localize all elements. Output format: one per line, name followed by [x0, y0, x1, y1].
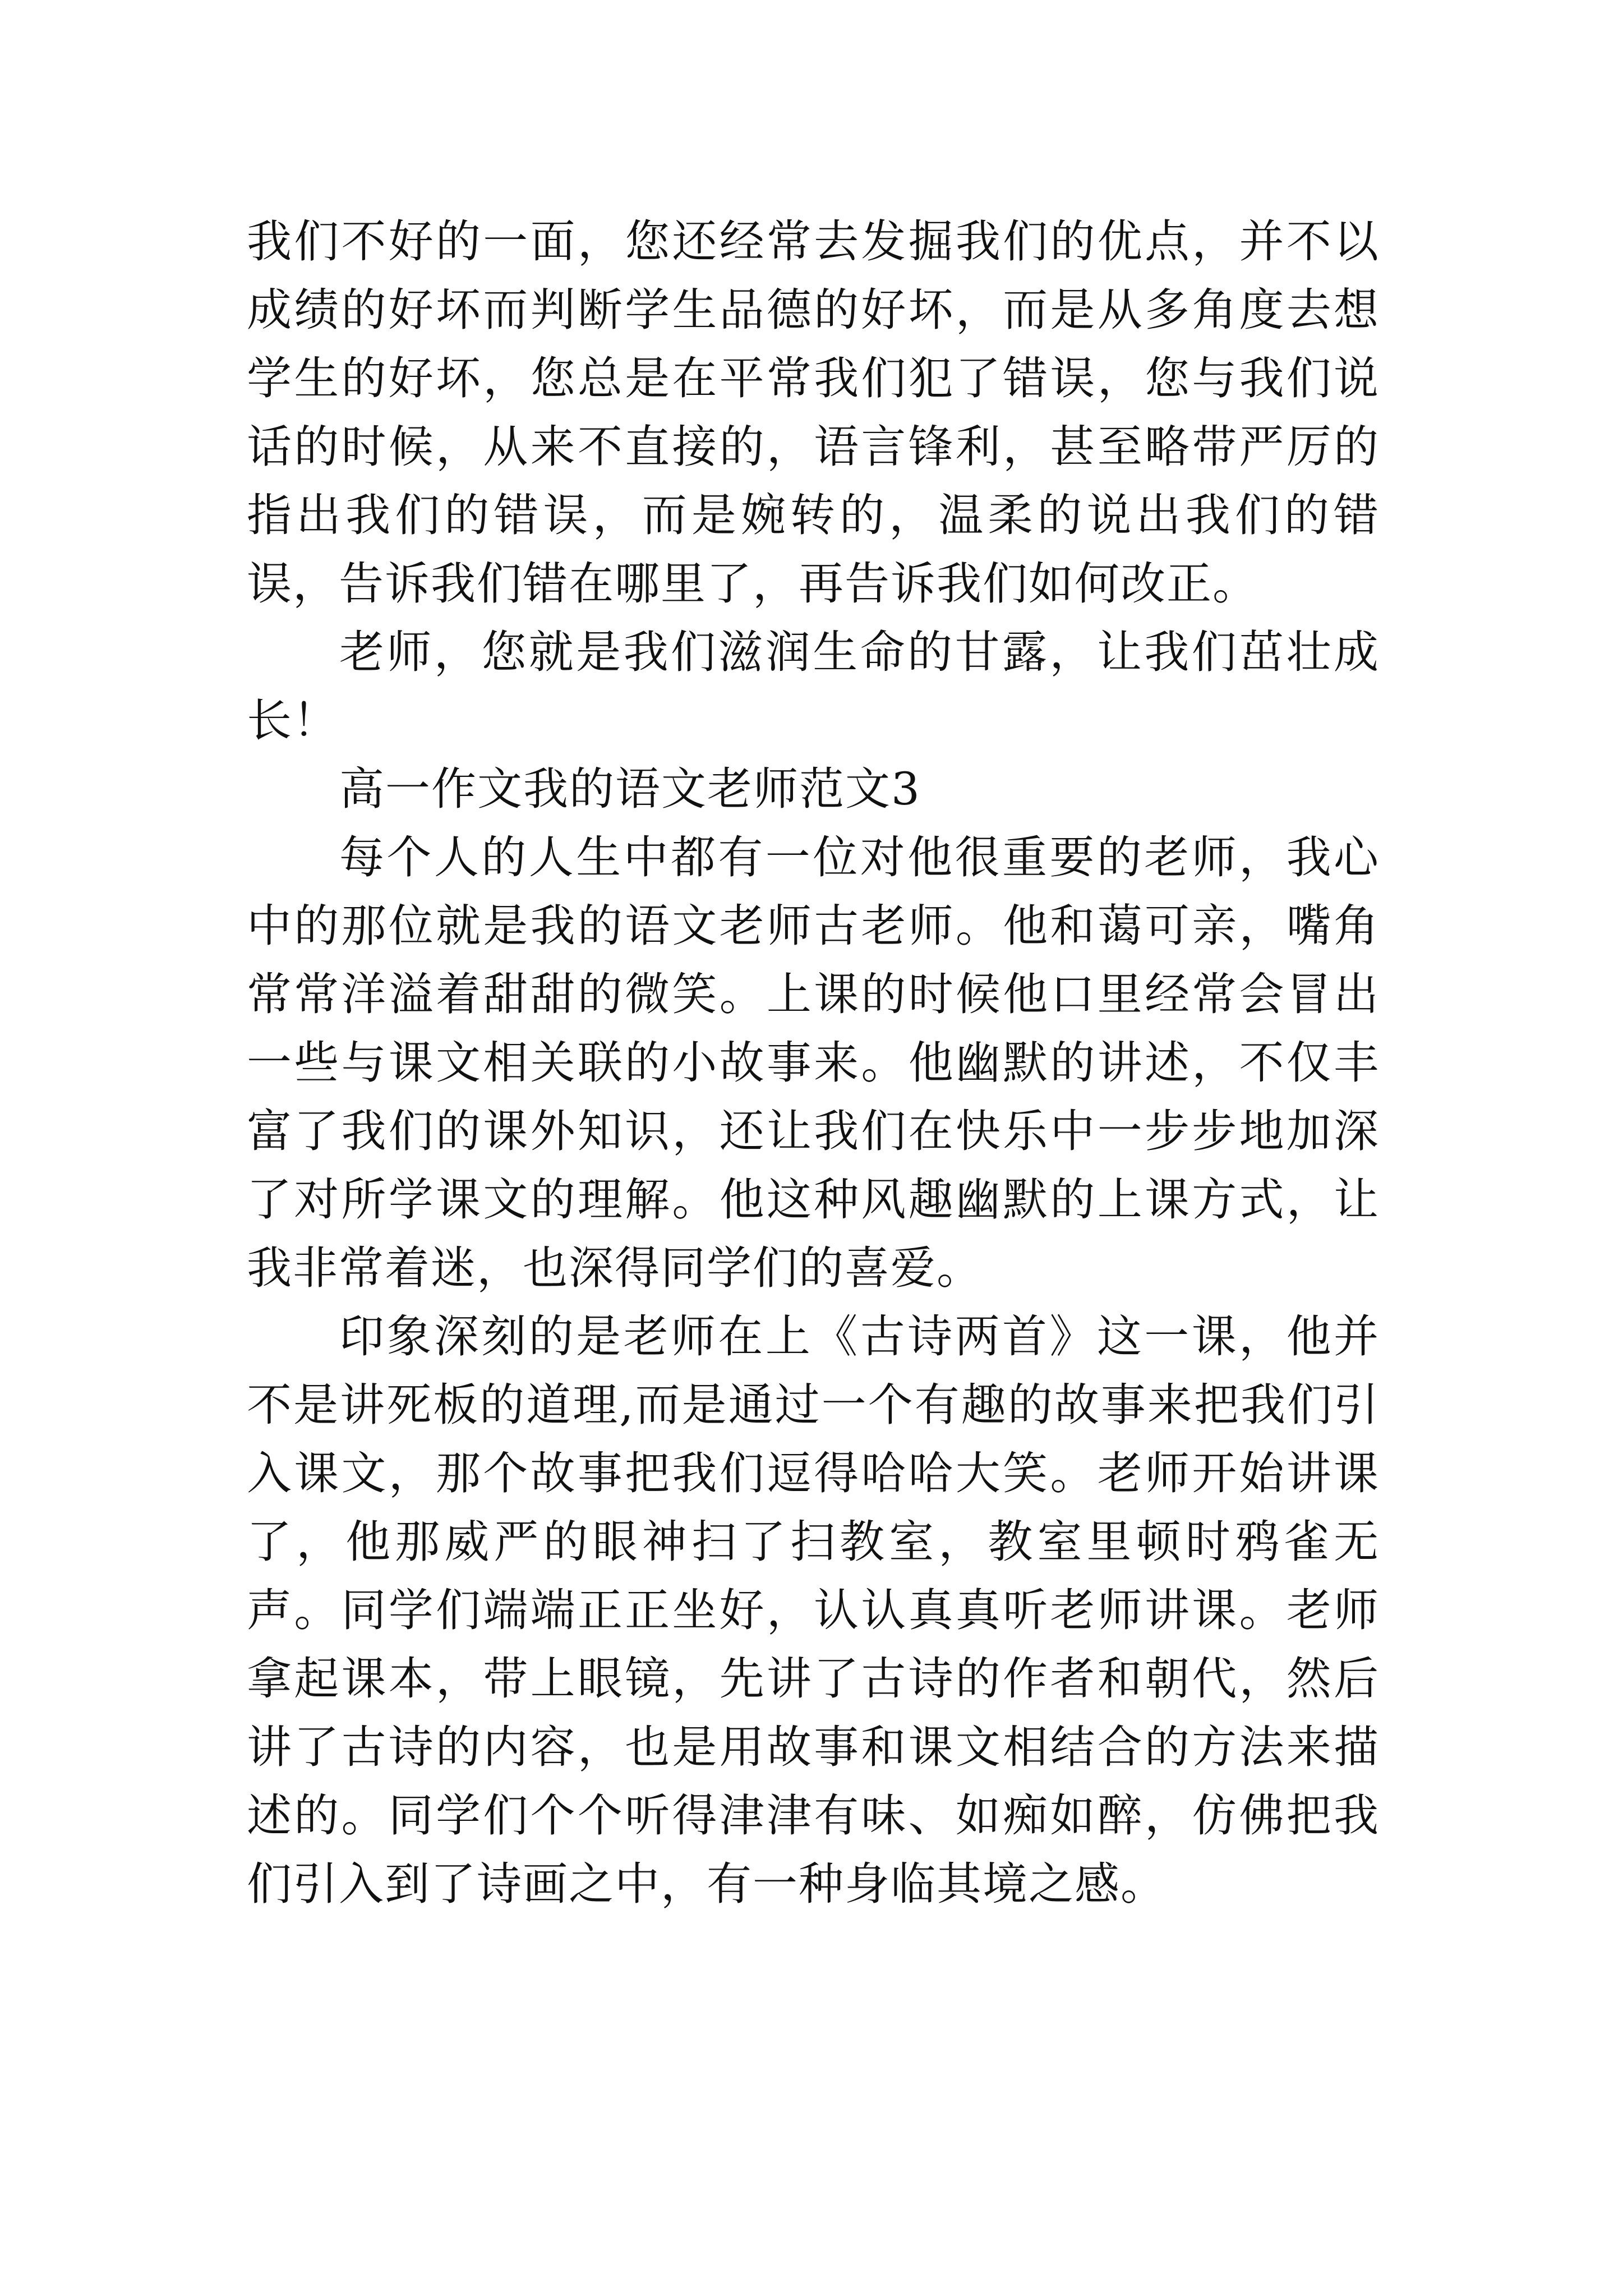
paragraph-continuation: 我们不好的一面，您还经常去发掘我们的优点，并不以成绩的好坏而判断学生品德的好坏，而是从多角度去想学生的好坏，您总是在平常我们犯了错误，您与我们说话的时候，从来不直接的，语言锋利，甚至略带严厉的指出我们的错误，而是婉转的，温柔的说出我们的错误，告诉我们错在哪里了，再告诉我们如何改正。: [247, 215, 1380, 610]
essay-body: [247, 208, 1380, 1918]
paragraph-teacher-nectar: 老师，您就是我们滋润生命的甘露，让我们茁壮成长！: [247, 626, 1380, 747]
paragraph-poem-lesson: 印象深刻的是老师在上《古诗两首》这一课，他并不是讲死板的道理,而是通过一个有趣的故事来把我们引入课文，那个故事把我们逗得哈哈大笑。老师开始讲课了，他那威严的眼神扫了扫教室，教室里顿时鸦雀无声。同学们端端正正坐好，认认真真听老师讲课。老师拿起课本，带上眼镜，先讲了古诗的作者和朝代，然后讲了古诗的内容，也是用故事和课文相结合的方法来描述的。同学们个个听得津津有味、如痴如醉，仿佛把我们引入到了诗画之中，有一种身临其境之感。: [247, 1310, 1380, 1910]
paragraph-teacher-intro: 每个人的人生中都有一位对他很重要的老师，我心中的那位就是我的语文老师古老师。他和蔼可亲，嘴角常常洋溢着甜甜的微笑。上课的时候他口里经常会冒出一些与课文相关联的小故事来。他幽默的讲述，不仅丰富了我们的课外知识，还让我们在快乐中一步步地加深了对所学课文的理解。他这种风趣幽默的上课方式，让我非常着迷，也深得同学们的喜爱。: [247, 831, 1380, 1294]
essay-heading: 高一作文我的语文老师范文3: [339, 763, 921, 815]
